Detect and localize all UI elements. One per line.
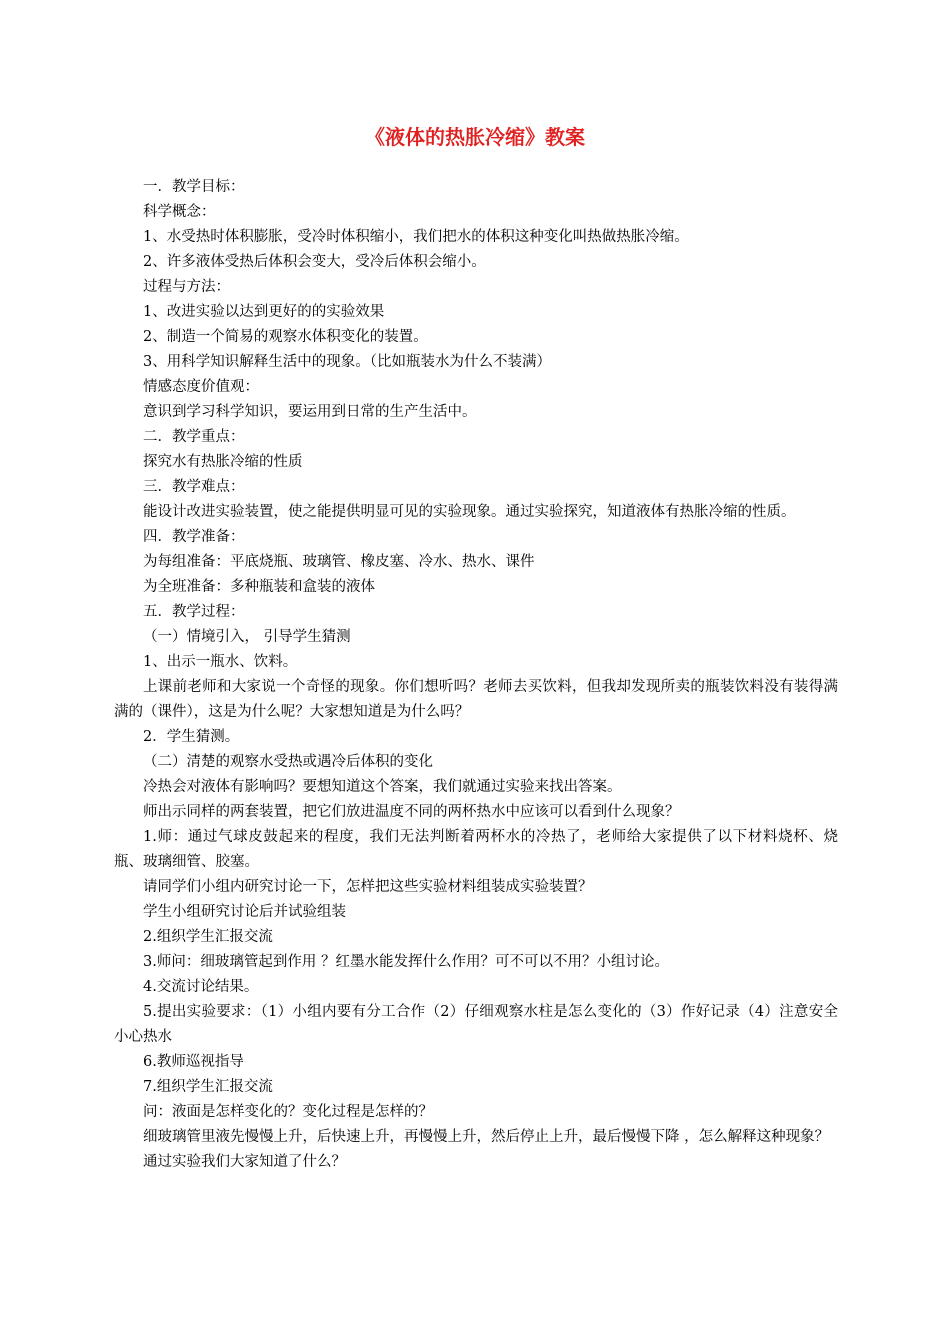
paragraph: 2.组织学生汇报交流	[143, 929, 273, 945]
document-body	[114, 175, 838, 1175]
paragraph: 2．学生猜测。	[143, 729, 240, 745]
paragraph: 通过实验我们大家知道了什么？	[143, 1154, 346, 1170]
paragraph: 意识到学习科学知识，要运用到日常的生产生活中。	[143, 404, 477, 420]
paragraph: 上课前老师和大家说一个奇怪的现象。你们想听吗？老师去买饮料，但我却发现所卖的瓶装饮料没有装得满满的（课件），这是为什么呢？大家想知道是为什么吗？	[114, 679, 838, 720]
paragraph: 一．教学目标：	[143, 179, 245, 195]
paragraph: 为每组准备：平底烧瓶、玻璃管、橡皮塞、冷水、热水、课件	[143, 554, 535, 570]
paragraph: 科学概念：	[143, 204, 216, 220]
paragraph: 细玻璃管里液先慢慢上升，后快速上升，再慢慢上升，然后停止上升，最后慢慢下降 ，怎么解释这种现象？	[143, 1129, 830, 1145]
paragraph: 3.师问：细玻璃管起到作用 ？红墨水能发挥什么作用？可不可以不用？小组讨论。	[143, 954, 669, 970]
paragraph: 五．教学过程：	[143, 604, 245, 620]
paragraph: （二）清楚的观察水受热或遇冷后体积的变化	[143, 754, 433, 770]
paragraph: 探究水有热胀冷缩的性质	[143, 454, 303, 470]
paragraph: 1.师：通过气球皮鼓起来的程度，我们无法判断着两杯水的冷热了，老师给大家提供了以下材料烧杯、烧瓶、玻璃细管、胶塞。	[114, 829, 838, 870]
paragraph: 冷热会对液体有影响吗？要想知道这个答案，我们就通过实验来找出答案。	[143, 779, 622, 795]
paragraph: 问：液面是怎样变化的？变化过程是怎样的？	[143, 1104, 433, 1120]
paragraph: 四．教学准备：	[143, 529, 245, 545]
paragraph: 请同学们小组内研究讨论一下，怎样把这些实验材料组装成实验装置？	[143, 879, 593, 895]
document-title: 《液体的热胀冷缩》教案	[365, 125, 585, 149]
paragraph: 师出示同样的两套装置，把它们放进温度不同的两杯热水中应该可以看到什么现象？	[143, 804, 680, 820]
paragraph: （一）情境引入， 引导学生猜测	[143, 629, 351, 645]
paragraph: 3、用科学知识解释生活中的现象。（比如瓶装水为什么不装满）	[143, 354, 551, 370]
paragraph: 1、改进实验以达到更好的的实验效果	[143, 304, 385, 320]
paragraph: 4.交流讨论结果。	[143, 979, 259, 995]
paragraph: 二．教学重点：	[143, 429, 245, 445]
paragraph: 为全班准备：多种瓶装和盒装的液体	[143, 579, 375, 595]
paragraph: 过程与方法：	[143, 279, 230, 295]
paragraph: 2、制造一个简易的观察水体积变化的装置。	[143, 329, 428, 345]
paragraph: 1、出示一瓶水、饮料。	[143, 654, 298, 670]
paragraph: 6.教师巡视指导	[143, 1054, 244, 1070]
paragraph: 1、水受热时体积膨胀，受冷时体积缩小，我们把水的体积这种变化叫热做热胀冷缩。	[143, 229, 689, 245]
paragraph: 学生小组研究讨论后并试验组装	[143, 904, 346, 920]
paragraph: 能设计改进实验装置，使之能提供明显可见的实验现象。通过实验探究，知道液体有热胀冷缩的性质。	[143, 504, 796, 520]
paragraph: 三．教学难点：	[143, 479, 245, 495]
paragraph: 2、许多液体受热后体积会变大，受冷后体积会缩小。	[143, 254, 486, 270]
paragraph: 7.组织学生汇报交流	[143, 1079, 273, 1095]
paragraph: 5.提出实验要求：（1）小组内要有分工合作（2）仔细观察水柱是怎么变化的（3）作好记录（4）注意安全小心热水	[114, 1004, 838, 1045]
paragraph: 情感态度价值观：	[143, 379, 259, 395]
